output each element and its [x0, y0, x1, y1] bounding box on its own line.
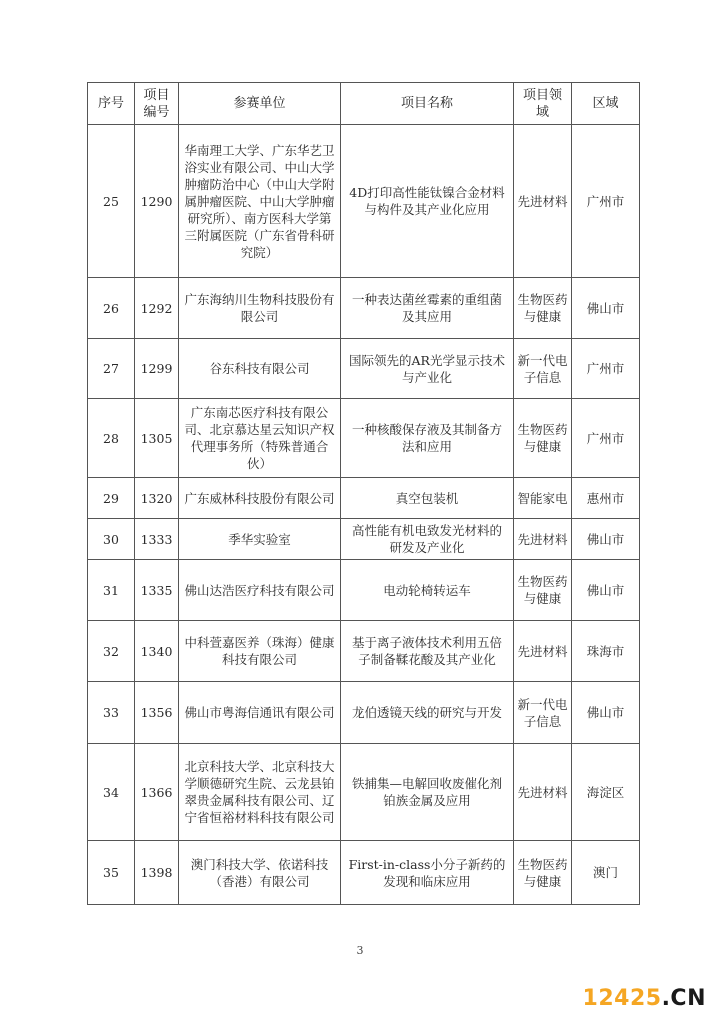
row-seq: 29	[88, 478, 135, 519]
header-seq: 序号	[88, 83, 135, 125]
header-name: 项目名称	[341, 83, 514, 125]
row-field: 生物医药与健康	[514, 399, 572, 478]
row-region: 佛山市	[572, 519, 640, 560]
row-region: 广州市	[572, 399, 640, 478]
table-row	[88, 744, 640, 841]
row-name: 一种核酸保存液及其制备方法和应用	[341, 399, 514, 478]
table-row	[88, 278, 640, 339]
row-region: 佛山市	[572, 560, 640, 621]
row-name: 真空包装机	[341, 478, 514, 519]
row-seq: 30	[88, 519, 135, 560]
row-field: 新一代电子信息	[514, 682, 572, 744]
row-code: 1356	[135, 682, 179, 744]
row-field: 新一代电子信息	[514, 339, 572, 399]
row-region: 珠海市	[572, 621, 640, 682]
row-code: 1305	[135, 399, 179, 478]
row-name: 基于离子液体技术利用五倍子制备鞣花酸及其产业化	[341, 621, 514, 682]
table-row	[88, 682, 640, 744]
row-field: 生物医药与健康	[514, 278, 572, 339]
header-org: 参赛单位	[179, 83, 341, 125]
row-field: 生物医药与健康	[514, 841, 572, 905]
row-seq: 27	[88, 339, 135, 399]
watermark-domain: .CN	[661, 986, 706, 1011]
row-code: 1299	[135, 339, 179, 399]
row-org: 中科萱嘉医养（珠海）健康科技有限公司	[179, 621, 341, 682]
row-region: 澳门	[572, 841, 640, 905]
row-code: 1366	[135, 744, 179, 841]
row-org: 北京科技大学、北京科技大学顺德研究生院、云龙县铂翠贵金属科技有限公司、辽宁省恒裕材料科技有限公司	[179, 744, 341, 841]
row-org: 广东威林科技股份有限公司	[179, 478, 341, 519]
row-field: 先进材料	[514, 125, 572, 278]
row-seq: 33	[88, 682, 135, 744]
row-region: 佛山市	[572, 682, 640, 744]
row-name: First-in-class小分子新药的发现和临床应用	[341, 841, 514, 905]
row-name: 龙伯透镜天线的研究与开发	[341, 682, 514, 744]
row-name: 高性能有机电致发光材料的研发及产业化	[341, 519, 514, 560]
row-name: 4D打印高性能钛镍合金材料与构件及其产业化应用	[341, 125, 514, 278]
page-number: 3	[356, 944, 364, 957]
row-field: 先进材料	[514, 621, 572, 682]
row-seq: 25	[88, 125, 135, 278]
row-code: 1333	[135, 519, 179, 560]
row-seq: 28	[88, 399, 135, 478]
row-code: 1292	[135, 278, 179, 339]
row-field: 智能家电	[514, 478, 572, 519]
table-body	[88, 125, 640, 905]
row-region: 海淀区	[572, 744, 640, 841]
row-region: 惠州市	[572, 478, 640, 519]
row-field: 先进材料	[514, 744, 572, 841]
row-seq: 35	[88, 841, 135, 905]
row-org: 佛山市粤海信通讯有限公司	[179, 682, 341, 744]
header-region: 区域	[572, 83, 640, 125]
row-field: 先进材料	[514, 519, 572, 560]
row-org: 佛山达浩医疗科技有限公司	[179, 560, 341, 621]
table-row	[88, 841, 640, 905]
header-field: 项目领域	[514, 83, 572, 125]
row-field: 生物医药与健康	[514, 560, 572, 621]
row-org: 澳门科技大学、依诺科技（香港）有限公司	[179, 841, 341, 905]
row-seq: 26	[88, 278, 135, 339]
row-code: 1340	[135, 621, 179, 682]
table-row	[88, 478, 640, 519]
row-name: 一种表达菌丝霉素的重组菌及其应用	[341, 278, 514, 339]
row-seq: 34	[88, 744, 135, 841]
row-org: 谷东科技有限公司	[179, 339, 341, 399]
row-name: 国际领先的AR光学显示技术与产业化	[341, 339, 514, 399]
table-row	[88, 560, 640, 621]
row-code: 1320	[135, 478, 179, 519]
row-code: 1398	[135, 841, 179, 905]
row-name: 铁捕集—电解回收废催化剂铂族金属及应用	[341, 744, 514, 841]
row-code: 1290	[135, 125, 179, 278]
row-code: 1335	[135, 560, 179, 621]
row-name: 电动轮椅转运车	[341, 560, 514, 621]
table-row	[88, 339, 640, 399]
table-row	[88, 399, 640, 478]
row-org: 季华实验室	[179, 519, 341, 560]
row-region: 广州市	[572, 339, 640, 399]
row-region: 广州市	[572, 125, 640, 278]
table-row	[88, 621, 640, 682]
watermark-number: 12425	[582, 986, 662, 1011]
table-row	[88, 519, 640, 560]
row-org: 广东海纳川生物科技股份有限公司	[179, 278, 341, 339]
table-row	[88, 125, 640, 278]
row-seq: 32	[88, 621, 135, 682]
watermark-logo	[583, 986, 706, 1011]
row-org: 华南理工大学、广东华艺卫浴实业有限公司、中山大学肿瘤防治中心（中山大学附属肿瘤医院、中山大学肿瘤研究所）、南方医科大学第三附属医院（广东省骨科研究院）	[179, 125, 341, 278]
header-code: 项目编号	[135, 83, 179, 125]
row-region: 佛山市	[572, 278, 640, 339]
row-seq: 31	[88, 560, 135, 621]
header-row	[88, 83, 640, 125]
project-table	[87, 82, 640, 905]
row-org: 广东南芯医疗科技有限公司、北京慕达星云知识产权代理事务所（特殊普通合伙）	[179, 399, 341, 478]
